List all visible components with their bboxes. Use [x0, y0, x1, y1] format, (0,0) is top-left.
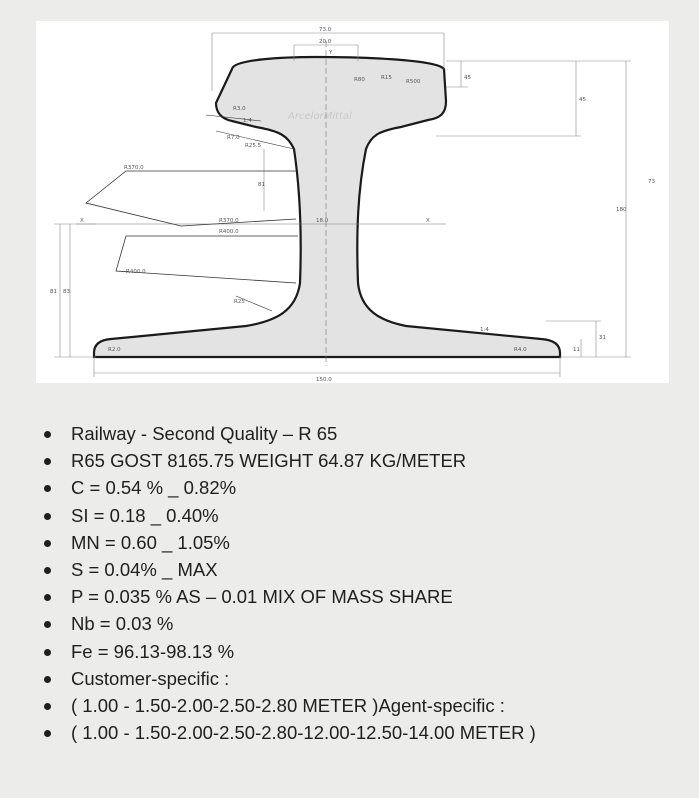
spec-item-customer-specific — [41, 665, 536, 692]
bullet-dot — [44, 649, 51, 656]
label-r-upper: R7.0 — [227, 135, 240, 141]
bullet-dot — [44, 513, 51, 520]
label-r-head-side: R15 — [381, 75, 392, 81]
label-dim-base2: 31 — [599, 335, 606, 341]
spec-item-grade — [41, 420, 536, 447]
spec-text: Fe = 96.13-98.13 % — [71, 640, 235, 662]
label-axis-x-right: X — [426, 218, 430, 224]
label-r-web2: R370.0 — [219, 218, 239, 224]
label-r-base-right: R4.0 — [514, 347, 527, 353]
label-head-depth: 45 — [579, 97, 586, 103]
label-dim-left1: 81 — [50, 289, 57, 295]
spec-item-iron — [41, 638, 536, 665]
bullet-dot — [44, 458, 51, 465]
spec-text: MN = 0.60 _ 1.05% — [71, 531, 230, 553]
label-r-base-left: R2.0 — [108, 347, 121, 353]
label-r-web4: R400.0 — [126, 269, 146, 275]
spec-item-lengths-customer — [41, 692, 536, 719]
spec-text: R65 GOST 8165.75 WEIGHT 64.87 KG/METER — [71, 450, 467, 472]
label-slope-base: 1:4 — [480, 327, 489, 333]
label-head-width: 73.0 — [319, 27, 332, 33]
spec-item-niobium — [41, 610, 536, 637]
label-slope-upper: 1:4 — [243, 118, 252, 124]
spec-text: Nb = 0.03 % — [71, 613, 174, 635]
spec-text: ( 1.00 - 1.50-2.00-2.50-2.80-12.00-12.50-14.00 METER ) — [71, 722, 536, 744]
spec-item-sulfur — [41, 556, 536, 583]
bullet-dot — [44, 540, 51, 547]
radius-leader-lower — [116, 236, 298, 283]
spec-item-lengths-agent — [41, 719, 536, 746]
label-dim-left2: 83 — [63, 289, 70, 295]
bullet-dot — [44, 485, 51, 492]
label-top-width: 20.0 — [319, 39, 332, 45]
label-r3: R3.0 — [233, 106, 246, 112]
rail-profile-drawing — [36, 21, 669, 383]
label-axis-x-left: X — [80, 218, 84, 224]
bullet-dot — [44, 730, 51, 737]
spec-text: SI = 0.18 _ 0.40% — [71, 504, 219, 526]
bullet-dot — [44, 594, 51, 601]
label-r-head-top: R500 — [406, 79, 421, 85]
bullet-dot — [44, 703, 51, 710]
bullet-dot — [44, 567, 51, 574]
label-r-web1: R370.0 — [124, 165, 144, 171]
label-height: 180 — [616, 207, 627, 213]
spec-text: Railway - Second Quality – R 65 — [71, 423, 338, 444]
label-right-mark: 73 — [648, 179, 655, 185]
label-axis-y: Y — [329, 50, 333, 56]
radius-leader-upper — [86, 171, 296, 226]
spec-list — [41, 420, 536, 746]
spec-item-weight — [41, 447, 536, 474]
label-base-width: 150.0 — [316, 377, 332, 383]
spec-item-silicon — [41, 502, 536, 529]
label-r-upper2: R25.5 — [245, 143, 262, 149]
spec-text: Customer-specific : — [71, 667, 230, 689]
label-dim-base1: 11 — [573, 347, 580, 353]
rail-profile-shape — [94, 57, 560, 357]
spec-text: ( 1.00 - 1.50-2.00-2.50-2.80 METER )Agent-specific : — [71, 694, 505, 716]
manufacturer-watermark: ArcelorMittal — [288, 111, 352, 122]
spec-text: P = 0.035 % AS – 0.01 MIX OF MASS SHARE — [71, 586, 453, 608]
label-web-thickness: 18.0 — [316, 218, 329, 224]
spec-text: C = 0.54 % _ 0.82% — [71, 477, 237, 499]
rail-cross-section-svg — [36, 21, 669, 383]
label-r-web-base: R25 — [234, 299, 245, 305]
spec-item-phosphorus — [41, 583, 536, 610]
label-r-head-fillet: R80 — [354, 77, 365, 83]
bullet-dot — [44, 621, 51, 628]
label-dim-web: 81 — [258, 182, 265, 188]
spec-item-carbon — [41, 474, 536, 501]
spec-text: S = 0.04% _ MAX — [71, 558, 218, 580]
spec-item-manganese — [41, 529, 536, 556]
label-head-side: 45 — [464, 75, 471, 81]
label-r-web3: R400.0 — [219, 229, 239, 235]
bullet-dot — [44, 676, 51, 683]
bullet-dot — [44, 431, 51, 438]
